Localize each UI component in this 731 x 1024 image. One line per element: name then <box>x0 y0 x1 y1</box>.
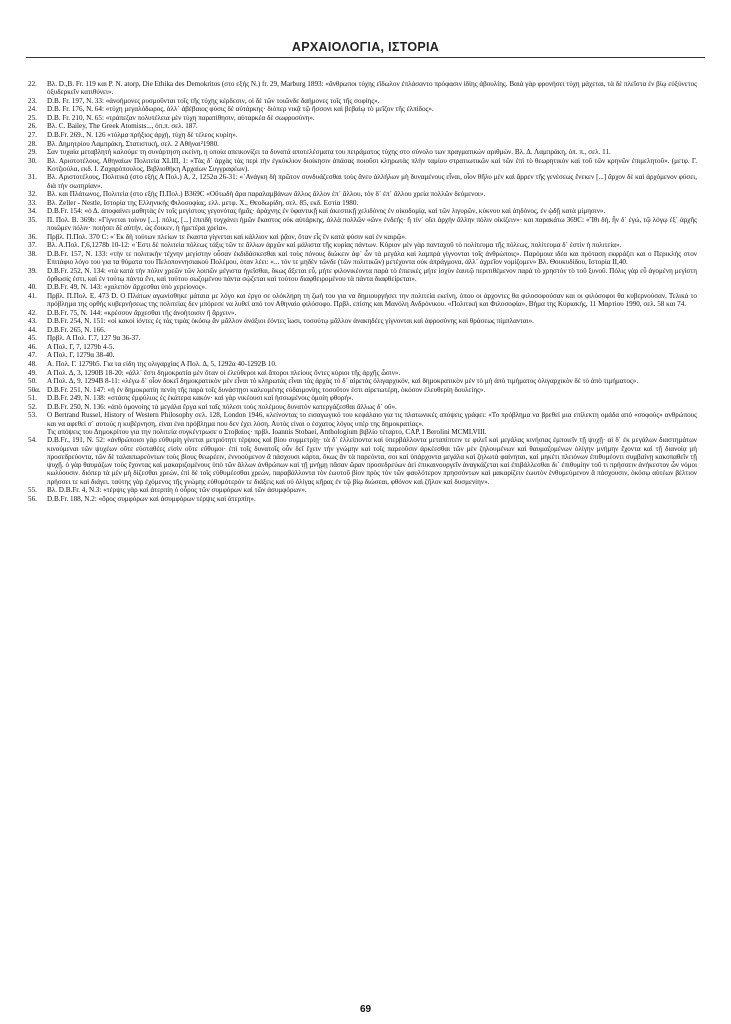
endnote-number: 52. <box>28 402 37 411</box>
endnote <box>28 122 697 130</box>
endnote-paragraph: D.B.Fr. 157, N. 133: «τὴν τε πολιτικὴν τέχνην μεγίστην οὖσαν ἐκδιδάσκεσθαι καὶ τοὺς πόνους διώκειν ἀφ᾽ ὧν τὰ μεγάλα καὶ λαμπρὰ γίγνονται τοῖς ἀνθρώποις». Παρόμοια ιδέα και πρόταση εκφράζει και ο Περικλής στον Επιτάφιο λόγο του για τα θύματα του Πελοποννησιακού Πολέμου, όταν λέει: «... τόν τε μηδὲν τῶνδε (τῶν πολιτικῶν) μετέχοντα οὐκ ἀπράγμονα, ἀλλ᾽ ἀχρεῖον νομίζομεν» Βλ. Θουκυδίδου, Ιστορία ΙΙ,40. <box>47 249 697 266</box>
endnote <box>28 283 697 291</box>
endnote <box>28 436 697 486</box>
endnote-paragraph: Βλ. και Πλάτωνος, Πολιτεία (στο εξής Π.Πολ.) B369C «Οὕτωδὴ ἄρα παραλαμβάνων ἄλλος ἄλλον ἐπ᾽ ἄλλου, τὸν δ᾽ ἐπ᾽ ἄλλου χρεία πολλῶν δεόμενοι». <box>47 190 486 199</box>
endnote-number: 50. <box>28 377 37 386</box>
endnote-number: 42. <box>28 308 37 317</box>
endnote <box>28 97 697 105</box>
endnote-number: 51. <box>28 394 37 403</box>
endnote-text <box>47 190 697 198</box>
endnote-text <box>47 369 697 377</box>
endnote-text <box>47 486 697 494</box>
endnote-text <box>47 309 697 317</box>
endnote-paragraph: D.B.Fr. 265, N. 166. <box>47 325 106 334</box>
endnote <box>28 309 697 317</box>
endnote-paragraph: D.B.Fr. 249, N. 138: «στάσις ἐμφύλιος ἐς ἑκάτερα κακόν· καὶ γὰρ νικέουσι καὶ ἡσσωμένοις ὁμοίη φθορή». <box>47 394 354 403</box>
endnote-number: 32. <box>28 190 37 199</box>
endnote-text <box>47 351 697 359</box>
endnote <box>28 114 697 122</box>
endnote-number: 44. <box>28 325 37 334</box>
endnote-number: 50α. <box>28 385 41 394</box>
endnote-paragraph: Α. Πολ. Γ. 1279b5. Για τα είδη της ολιγαρχίας Α Πολ. Δ, 5, 1292α 40-1292Β 10. <box>47 359 277 368</box>
endnotes-list <box>28 80 703 503</box>
endnote-paragraph: Βλ. Δημητρίου Λαμπράκη, Στατιστική, σελ. 2 Αθήναι²1980. <box>47 139 219 148</box>
endnote <box>28 250 697 267</box>
endnote-paragraph: Α Πολ. Δ, 9. 1294Β 8-11: «λέγω δ᾽ οἷον δοκεῖ δημοκρατικὸν μὲν εἶναι τὸ κληρωτὰς εἶναι τὰς ἀρχὰς τὸ δ᾽ αἱρετὰς ὀλιγαρχικόν, καὶ δημοκρατικὸν μὲν τὸ μὴ ἀπὸ τιμήματος ὀλιγαρχικὸν δὲ τὸ ἀπὸ τιμήματος». <box>47 377 639 386</box>
endnote-text <box>47 403 697 411</box>
endnote <box>28 131 697 139</box>
endnote-number: 56. <box>28 494 37 503</box>
endnote-paragraph: Α Πολ. Γ, 7, 1279b 4-5. <box>47 342 115 351</box>
endnote <box>28 377 697 385</box>
endnote-text <box>47 114 697 122</box>
endnote-paragraph: D.B.Fr. 251, N. 147: «ἡ ἐν δημοκρατίη πενίη τῆς παρὰ τοῖς δυνάστῃσι καλεομένης εὐδαιμονίης τοσοῦτον ἐστι αἱρετωτέρη, ὁκόσον ἐλευθερίη δουλείης». <box>47 385 486 394</box>
endnote-paragraph: D.B.Fr. 254, N. 151: «οἱ κακοὶ ἰόντες ἐς τὰς τιμὰς ὁκόσῳ ἂν μᾶλλον ἀνάξιοι ἐόντες ἴωσι, τοσούτῳ μᾶλλον ἀνακηδέες γίγνονται καὶ ἀφροσύνης καὶ θράσεως πίμπλανται». <box>47 317 534 326</box>
endnote-text <box>47 216 697 233</box>
endnote-text <box>47 283 697 291</box>
endnote <box>28 360 697 368</box>
endnote-paragraph: D.B.Fr. 49, N. 143: «χαλεπὸν ἄρχεσθαι ὑπὸ χερείονος». <box>47 283 207 292</box>
endnote-number: 40. <box>28 283 37 292</box>
endnote-paragraph: D.B.Fr. 269., N. 126 «τόλμα πρήξιος ἀρχή, τύχη δὲ τέλεος κυρίη». <box>47 130 238 139</box>
endnote <box>28 334 697 342</box>
endnote <box>28 140 697 148</box>
endnote-number: 47. <box>28 351 37 360</box>
endnote-text <box>47 80 697 97</box>
endnote-text <box>47 157 697 174</box>
endnote <box>28 199 697 207</box>
endnote-text <box>47 394 697 402</box>
endnote-text <box>47 343 697 351</box>
endnote <box>28 394 697 402</box>
endnote <box>28 157 697 174</box>
endnote <box>28 292 697 309</box>
endnote-paragraph: D.B.Fr. 188, N.2: «ὅρος συμφόρων καὶ ἀσυμφόρων τέρψις καὶ ἀτερπίη». <box>47 494 256 503</box>
endnote-number: 45. <box>28 334 37 343</box>
endnote-number: 25. <box>28 113 37 122</box>
endnote-paragraph: Ο Bertrand Russel, History of Western Philosophy σελ. 128, London 1946, κλείνοντας το εισαγωγικό του κεφάλαιο για τις πλατωνικές απόψεις γράφει: «Το πρόβλημα να βρεθεί μια επίλεκτη ομάδα από «σοφούς» ανθρώπους και να αφεθεί σ᾽ αυτούς η κυβέρνηση, είναι ένα πρόβλημα που δεν έχει λύση. Αυτός είναι ο έσχατος λόγος υπέρ της δημοκρατίας». <box>47 411 697 428</box>
endnote <box>28 403 697 411</box>
endnote-number: 55. <box>28 486 37 495</box>
endnote-number: 49. <box>28 368 37 377</box>
endnote-number: 29. <box>28 148 37 157</box>
endnote-text <box>47 148 697 156</box>
endnote-paragraph: Βλ. D.,B. Fr. 119 και P. N. atorp, Die Ethika des Demokritos (στο εξής N.) fr. 29, Marburg 1893: «ἄνθρωποι τύχης εἴδωλον ἐπλάσαντο πρόφασιν ἰδίης ἀβουλίης. Βαιὰ γὰρ φρονήσει τύχη μάχεται, τὰ δὲ πλεῖστα ἐν βίῳ εὐξύνετος ὀξυδερκεῖν κατιθύνει». <box>47 80 697 97</box>
endnote-number: 24. <box>28 105 37 114</box>
endnote-number: 37. <box>28 241 37 250</box>
endnote-text <box>47 105 697 113</box>
endnote-number: 33. <box>28 198 37 207</box>
endnote-number: 48. <box>28 359 37 368</box>
endnote-paragraph: Πρβλ. Π.Πολ. Ε. 473 D. Ο Πλάτων αγωνίσθηκε μάταια με λόγο και έργο σε ολόκληρη τη ζωή του για να δημιουργήσει την πολιτεία εκείνη, όπου οι άρχοντες θα φιλοσοφούσαν και οι φιλόσοφοι θα κυβερνούσαν. Τελικά το πρόβλημα της ορθής κυβερνήσεως της πολιτείας δεν μπόρεσε να λυθεί από τον Αθηναίο φιλόσοφο. Πρβλ. επίσης και Μανόλη Ανδρόνικου. «Πολιτική και Φιλοσοφία», Βήμα της Κυριακής, 11 Μαρτίου 1990, σελ. 58 και 74. <box>47 291 697 309</box>
endnote-paragraph: Βλ. D.B.Fr. 4, N.3: «τέρψις γὰρ καὶ ἀτερπίη ὁ οὖρος τῶν συμφόρων καὶ τῶν ἀσυμφόρων». <box>47 486 307 495</box>
endnote <box>28 486 697 494</box>
endnote-number: 26. <box>28 122 37 131</box>
endnote-paragraph: D.B.Fr. 252, N. 134: «τὰ κατὰ τὴν πόλιν χρεῶν τῶν λοιπῶν μέγιστα ἡγεῖσθαι, ὅκως ἄξεται εὖ, μήτε φιλονικέοντα παρὰ τὸ ἐπιεικὲς μήτε ἰσχὺν ἑαυτῷ περιτιθέμενον παρὰ τὸ χρηστὸν τὸ τοῦ ξυνοῦ. Πόλις γὰρ εὖ ἀγομένη μεγίστη ὄρθωσίς ἐστι, καὶ ἐν τούτῳ πάντα ἔνι, καὶ τούτου σωζομένου πάντα σῴζεται καὶ τούτου διαφθειρομένου τὰ πάντα διαφθείρεται». <box>47 266 697 283</box>
endnote-number: 53. <box>28 411 37 420</box>
endnote-text <box>47 241 697 249</box>
endnote-number: 43. <box>28 317 37 326</box>
endnote <box>28 386 697 394</box>
endnote-text <box>47 334 697 342</box>
endnote-text <box>47 377 697 385</box>
endnote <box>28 216 697 233</box>
page-number: 69 <box>359 1004 372 1015</box>
endnote-paragraph: D.B.Fr. 250, N. 136: «ἀπὸ ὁμονοίης τὰ μεγάλα ἔργα καὶ ταῖς πόλεσι τοὺς πολέμους δυνατὸν κατεργάζεσθαι ἄλλως δ᾽ οὔ». <box>47 402 397 411</box>
endnote-text <box>47 250 697 267</box>
endnote-number: 23. <box>28 96 37 105</box>
endnote-number: 28. <box>28 139 37 148</box>
endnote-paragraph: D.B. Fr. 176, N. 64: «τύχη μεγαλόδωρος, ἀλλ᾽ ἀβέβαιος φύσις δὲ αὐτάρκης· διόπερ νικᾷ τῷ ἥσσονι καὶ βεβαίῳ τὸ μεῖζον τῆς ἐλπίδος». <box>47 105 434 114</box>
endnote-paragraph: D.B. Fr. 197, N. 33: «ἀνοήμονες ρυσμοῦνται τοῖς τῆς τύχης κέρδεσιν, οἱ δὲ τῶν τοιῶνδε δαήμονες τοῖς τῆς σοφίης». <box>47 96 380 105</box>
endnote <box>28 343 697 351</box>
endnote <box>28 173 697 190</box>
endnote-text <box>47 495 697 503</box>
endnote-text <box>47 436 697 486</box>
endnote-text <box>47 326 697 334</box>
endnote-paragraph: D.B. Fr. 210, N. 65: «τράπεζαν πολυτέλεια μὲν τύχη παρατίθησιν, αὐταρκέα δὲ σωφροσύνη». <box>47 113 315 122</box>
endnote-paragraph: Βλ. Zeller - Nestle, Ιστορία της Ελληνικής Φιλοσοφίας, ελλ. μετφ. Χ., Θεοδωρίδη, σελ. 85, εκδ. Εστία 1980. <box>47 198 359 207</box>
endnote <box>28 369 697 377</box>
endnote-text <box>47 360 697 368</box>
endnote-text <box>47 131 697 139</box>
endnote-paragraph: Τις απόψεις του Δημοκρίτου για την πολιτεία συγκέντρωσε ο Στοβαίος· πρβλ. Ioannis Stobaei, Anthologium βιβλίο τέταρτο, CAP. I Berolini MCMLVIII. <box>47 427 487 436</box>
endnote-text <box>47 97 697 105</box>
endnote <box>28 233 697 241</box>
endnote-paragraph: Πρβλ. Π.Πολ. 370 C: «᾽Εκ δὴ τούτων πλείων τε ἕκαστα γίγνεται καὶ κάλλιον καὶ ῥᾷον, ὅταν εἷς ἓν κατὰ φύσιν καὶ ἐν καιρῷ». <box>47 232 407 241</box>
running-header: ΑΡΧΑΙΟΛΟΓΙΑ, ΙΣΤΟΡΙΑ <box>26 40 705 58</box>
endnote-paragraph: D.B.Fr. 154: «ὁ Δ. ἀποφαίνει μαθητὰς ἐν τοῖς μεγίστοις γεγονότας ἡμᾶς· ἀράχνης ἐν ὑφαντικῇ καὶ ἀκεστικῇ χελιδόνος ἐν οἰκοδομίᾳ, καὶ τῶν λιγυρῶν, κύκνου καὶ ἀηδόνος, ἐν ᾠδῇ κατὰ μίμησιν». <box>47 207 606 216</box>
endnote <box>28 495 697 503</box>
endnote-text <box>47 199 697 207</box>
endnote-text <box>47 317 697 325</box>
endnote-number: 38. <box>28 249 37 258</box>
endnote <box>28 148 697 156</box>
endnote-number: 39. <box>28 266 37 275</box>
endnote <box>28 80 697 97</box>
endnote-number: 54. <box>28 436 37 445</box>
endnote-number: 41. <box>28 291 37 300</box>
endnote <box>28 241 697 249</box>
endnote <box>28 351 697 359</box>
endnote-paragraph: Βλ. Α.Πολ. Γ,6,1278b 10-12: «᾽Εστι δὲ πολιτεία πόλεως τάξις τῶν τε ἄλλων ἀρχῶν καὶ μάλιστα τῆς κυρίας πάντων. Κύριον μὲν γὰρ πανταχοῦ τὸ πολίτευμα τῆς πόλεως, πολίτευμα δ᾽ ἐστὶν ἡ πολιτεία». <box>47 241 622 250</box>
endnote-paragraph: Σαν τυχαία μεταβλητή καλούμε τη συνάρτηση εκείνη, η οποία απεικονίζει τα δυνατά αποτελέσματα του πειράματος τύχης στο σύνολο των πραγματικών αριθμών. Βλ. Δ. Λαμπράκη, όπ. π., σελ. 11. <box>47 148 611 157</box>
endnote <box>28 207 697 215</box>
endnote <box>28 317 697 325</box>
endnote-text <box>47 411 697 436</box>
endnote-paragraph: D.B.Fr., 191, N. 52: «ἀνθρώποισι γὰρ εὐθυμίη γίνεται μετριότητι τέρψιος καὶ βίου συμμετρίῃ· τὰ δ᾽ ἐλλείποντα καὶ ὑπερβάλλοντα μεταπίπτειν τε φιλεῖ καὶ μεγάλας κινήσιας ἐμποιεῖν τῇ ψυχῇ· αἱ δ᾽ ἐκ μεγάλων διαστημάτων κινούμεναι τῶν ψυχέων οὔτε εὐσταθέες εἰσὶν οὔτε εὔθυμοι· ἐπὶ τοῖς δυνατοῖς οὖν δεῖ ἔχειν τὴν γνώμην καὶ τοῖς παρεοῦσιν ἀρκέεσθαι τῶν μὲν ζηλουμένων καὶ θαυμαζομένων ὀλίγην μνήμην ἔχοντα καὶ τῇ διανοίᾳ μὴ προσεδρεύοντα, τῶν δὲ ταλαιπωρεόντων τοὺς βίους θεωρέειν, ἐννοούμενον ἃ πάσχουσι κάρτα, ὅκως ἂν τὰ παρεόντα, σοι καὶ ὑπάρχοντα μεγάλα καὶ ζηλωτὰ φαίνηται, καὶ μηκέτι πλειόνων ἐπιθυμέοντι συμβαίνῃ κακοπαθεῖν τῇ ψυχῇ. ὁ γὰρ θαυμάζων τοὺς ἔχοντας καὶ μακαριζομένους ὑπὸ τῶν ἄλλων ἀνθρώπων καὶ τῇ μνήμῃ πᾶσαν ὥραν προσεδρεύων ἀεὶ ἐπικαινουργεῖν ἀναγκάζεται καὶ ἐπιβάλλεσθαι δι᾽ ἐπιθυμίην τοῦ τι πρήσσειν ἀνήκεστον ὧν νόμοι κωλύουσιν. διόπερ τὰ μὲν μὴ δίζεσθαι χρεών, ἐπὶ δὲ τοῖς εὐθυμέεσθαι χρεών, παραβάλλοντα τὸν ἑωυτοῦ βίον πρὸς τὸν τῶν φαυλότερον πρησσόντων καὶ μακαρίζειν ἑωυτὸν ἐνθυμεύμενον ἃ πάσχουσιν, ὁκόσῳ αὐτέων βέλτιον πρήσσει τε καὶ διάγει. ταύτης γὰρ ἐχόμενος τῆς γνώμης εὐθυμότερόν τε διάξεις καὶ οὐ ὀλίγας κῆρας ἐν τῷ βίῳ διώσεαι, φθόνον καὶ ζῆλον καὶ δυσμενίην». <box>47 436 697 486</box>
endnote-number: 35. <box>28 215 37 224</box>
endnote-paragraph: Α Πολ. Γ, 1279α 38-40. <box>47 351 115 360</box>
endnote-text <box>47 267 697 284</box>
endnote <box>28 411 697 436</box>
endnote-text <box>47 122 697 130</box>
endnote-paragraph: Πρβλ. Α Πολ. Γ.7, 127 9α 36-37. <box>47 334 141 343</box>
endnote <box>28 326 697 334</box>
endnote-number: 31. <box>28 173 37 182</box>
endnote-number: 27. <box>28 130 37 139</box>
endnote-number: 34. <box>28 207 37 216</box>
endnote <box>28 105 697 113</box>
endnote <box>28 190 697 198</box>
endnote-text <box>47 233 697 241</box>
endnote-text <box>47 386 697 394</box>
endnote-paragraph: Βλ. C. Bailey, The Greek Atomists..., ὀπ.π. σελ. 187. <box>47 122 198 131</box>
endnote <box>28 267 697 284</box>
endnote-number: 46. <box>28 342 37 351</box>
endnote-text <box>47 173 697 190</box>
endnote-paragraph: Π. Πολ. B. 369b: «Γίγνεται τοίνυν [...]. πόλις, [...] ἐπειδὴ τυγχάνει ἡμῶν ἕκαστος οὐκ αὐτάρκης, ἀλλὰ πολλῶν «ὢν» ἐνδεής· ἤ τίν᾽ οἴει ἀρχὴν ἄλλην πόλιν οἰκίζειν»· και παρακάτω 369C: «Ἴθι δή, ἦν δ᾽ ἐγώ, τῷ λόγῳ ἐξ᾽ ἀρχῆς ποιῶμεν πόλιν· ποιήσει δὲ αὐτήν, ὡς ἔοικεν, ἡ ἡμετέρα χρεία». <box>47 215 697 233</box>
endnote-number: 30. <box>28 156 37 165</box>
endnote-number: 36. <box>28 232 37 241</box>
endnote-text <box>47 207 697 215</box>
endnote-paragraph: Α Πολ. Δ, 3, 1290Β 18-20: «ἀλλ᾽ ἔστι δημοκρατία μὲν ὅταν οἱ ἐλεύθεροι καὶ ἄποροι πλείους ὄντες κύριοι τῆς ἀρχῆς ὦσιν». <box>47 368 401 377</box>
endnote-number: 22. <box>28 80 37 88</box>
endnote-paragraph: Βλ. Αριστοτέλους, Αθηναίων Πολιτεία XLIII, 1: «Τὰς δ᾽ ἀρχὰς τὰς περὶ τὴν ἐγκύκλιον διοίκησιν ἁπάσας ποιοῦσι κληρωτὰς πλὴν ταμίου στρατιωτικῶν καὶ τῶν ἐπὶ τὸ θεωρητικὸν καὶ τοῦ τῶν κρηνῶν ἐπιμελητοῦ». (μετφ. Γ. Κοτζιούλα, εκδ. Ι. Ζαχαρόπουλος, Βιβλιοθήκη Αρχαίων Συγγραφέων). <box>47 156 697 173</box>
endnote-paragraph: D.B.Fr. 75, N. 144: «κρέσσον ἄρχεσθαι τῆς ἀνοήτοισιν ἢ ἄρχειν». <box>47 308 237 317</box>
endnote-text <box>47 292 697 309</box>
endnote-text <box>47 140 697 148</box>
endnote-paragraph: Βλ. Αριστοτέλους, Πολιτικά (στο εξής Α Πολ.) Α, 2, 1252α 26-31: «᾽Ανάγκη δὴ πρῶτον συνδυάζεσθαι τοὺς ἄνευ ἀλλήλων μὴ δυναμένους εἶναι, οἷον θῆλυ μὲν καὶ ἄρρεν τῆς γενέσεως ἕνεκεν [...] ἄρχον δὲ καὶ ἀρχόμενον φύσει, διὰ τὴν σωτηρίαν». <box>47 173 697 190</box>
